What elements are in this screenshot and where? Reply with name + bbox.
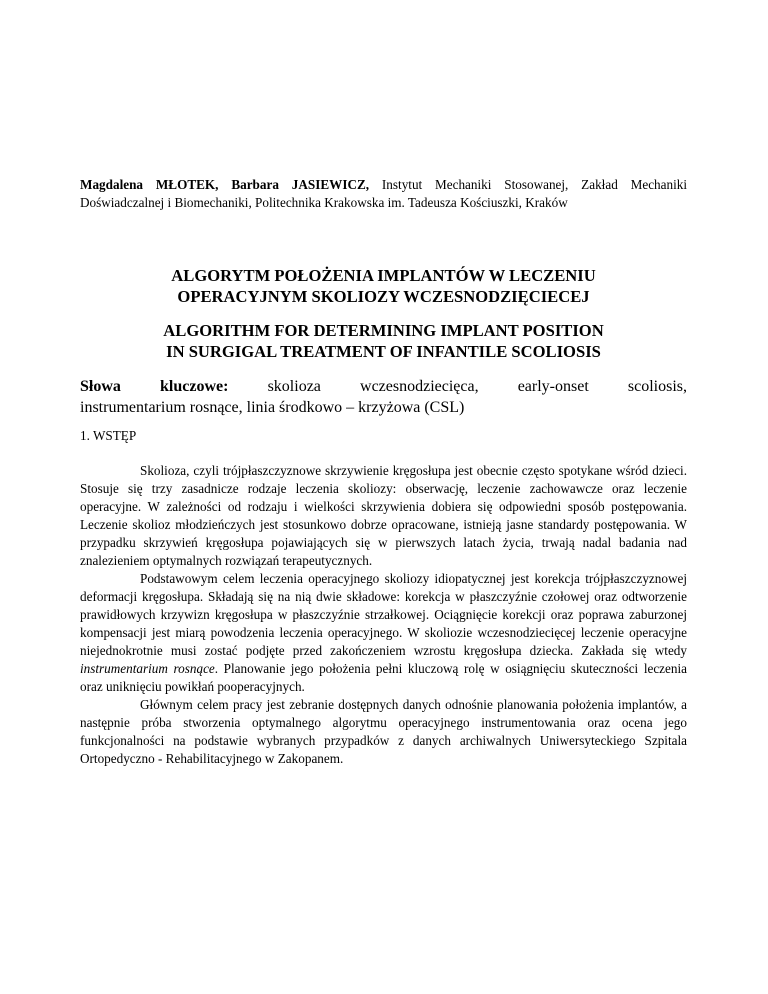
author-affiliation	[80, 176, 687, 212]
keywords-line-1	[80, 376, 687, 397]
section-heading: 1. WSTĘP	[80, 428, 137, 443]
paragraph-1: Skolioza, czyli trójpłaszczyznowe skrzywienie kręgosłupa jest obecnie często spotykane wśród dzieci. Stosuje się trzy zasadnicze rodzaje leczenia skoliozy: obserwację, leczenie zachowawcze oraz leczenie operacyjne. W zależności od rodzaju i wielkości skrzywienia dobiera się odpowiedni sposób postępowania. Leczenie skolioz młodzieńczych jest stosunkowo dobrze opracowane, istnieją jasne standardy postępowania. W przypadku skrzywień kręgosłupa pojawiających się w pierwszych latach życia, trwają nadal badania nad znalezieniem optymalnych rozwiązań terapeutycznych.	[80, 463, 687, 568]
paragraph-2-italic: instrumentarium rosnące	[80, 661, 215, 676]
paragraph-2	[80, 570, 687, 696]
body-text	[80, 462, 687, 768]
keywords-label: Słowa kluczowe:	[80, 378, 229, 395]
paragraph-2-text-a: Podstawowym celem leczenia operacyjnego skoliozy idiopatycznej jest korekcja trójpłaszczyznowej deformacji kręgosłupa. Składają się na nią dwie składowe: korekcja w płaszczyźnie czołowej oraz odtworzenie prawidłowych krzywizn kręgosłupa w płaszczyźnie strzałkowej. Ociągnięcie korekcji oraz poprawa zaburzonej kompensacji jest miarą powodzenia leczenia operacyjnego. W skoliozie wczesnodziecięcej leczenie operacyjne niejednokrotnie musi zostać podjęte przed zakończeniem wzrostu kręgosłupa dziecka. Zakłada się wtedy	[80, 571, 687, 658]
keywords-block	[80, 376, 687, 418]
affiliation-text: Instytut Mechaniki Stosowanej, Zakład Mechaniki Doświadczalnej i Biomechaniki, Politechnika Krakowska im. Tadeusza Kościuszki, Kraków	[80, 177, 688, 210]
author-name-1: Magdalena MŁOTEK,	[80, 177, 219, 192]
title-english-line-2: IN SURGIGAL TREATMENT OF INFANTILE SCOLIOSIS	[166, 342, 601, 361]
keywords-list-part-1: skolioza wczesnodziecięca, early-onset scoliosis,	[267, 378, 688, 395]
paragraph-3: Głównym celem pracy jest zebranie dostępnych danych odnośnie planowania położenia implantów, a następnie próba stworzenia optymalnego algorytmu operacyjnego instrumentowania oraz ocena jego funkcjonalności na podstawie wybranych przypadków z danych archiwalnych Uniwersyteckiego Szpitala Ortopedyczno - Rehabilitacyjnego w Zakopanem.	[80, 697, 687, 766]
keywords-list-part-2: instrumentarium rosnące, linia środkowo – krzyżowa (CSL)	[80, 399, 465, 416]
title-english-line-1: ALGORITHM FOR DETERMINING IMPLANT POSITION	[163, 321, 604, 340]
title-polish	[80, 265, 687, 307]
title-polish-line-2: OPERACYJNYM SKOLIOZY WCZESNODZIĘCIECEJ	[177, 287, 590, 306]
paragraph-2-text-b: . Planowanie jego położenia pełni kluczową rolę w osiągnięciu skuteczności leczenia oraz uniknięciu powikłań pooperacyjnych.	[80, 661, 688, 694]
author-name-2: Barbara JASIEWICZ,	[231, 177, 370, 192]
title-polish-line-1: ALGORYTM POŁOŻENIA IMPLANTÓW W LECZENIU	[171, 266, 596, 285]
title-english	[80, 320, 687, 362]
